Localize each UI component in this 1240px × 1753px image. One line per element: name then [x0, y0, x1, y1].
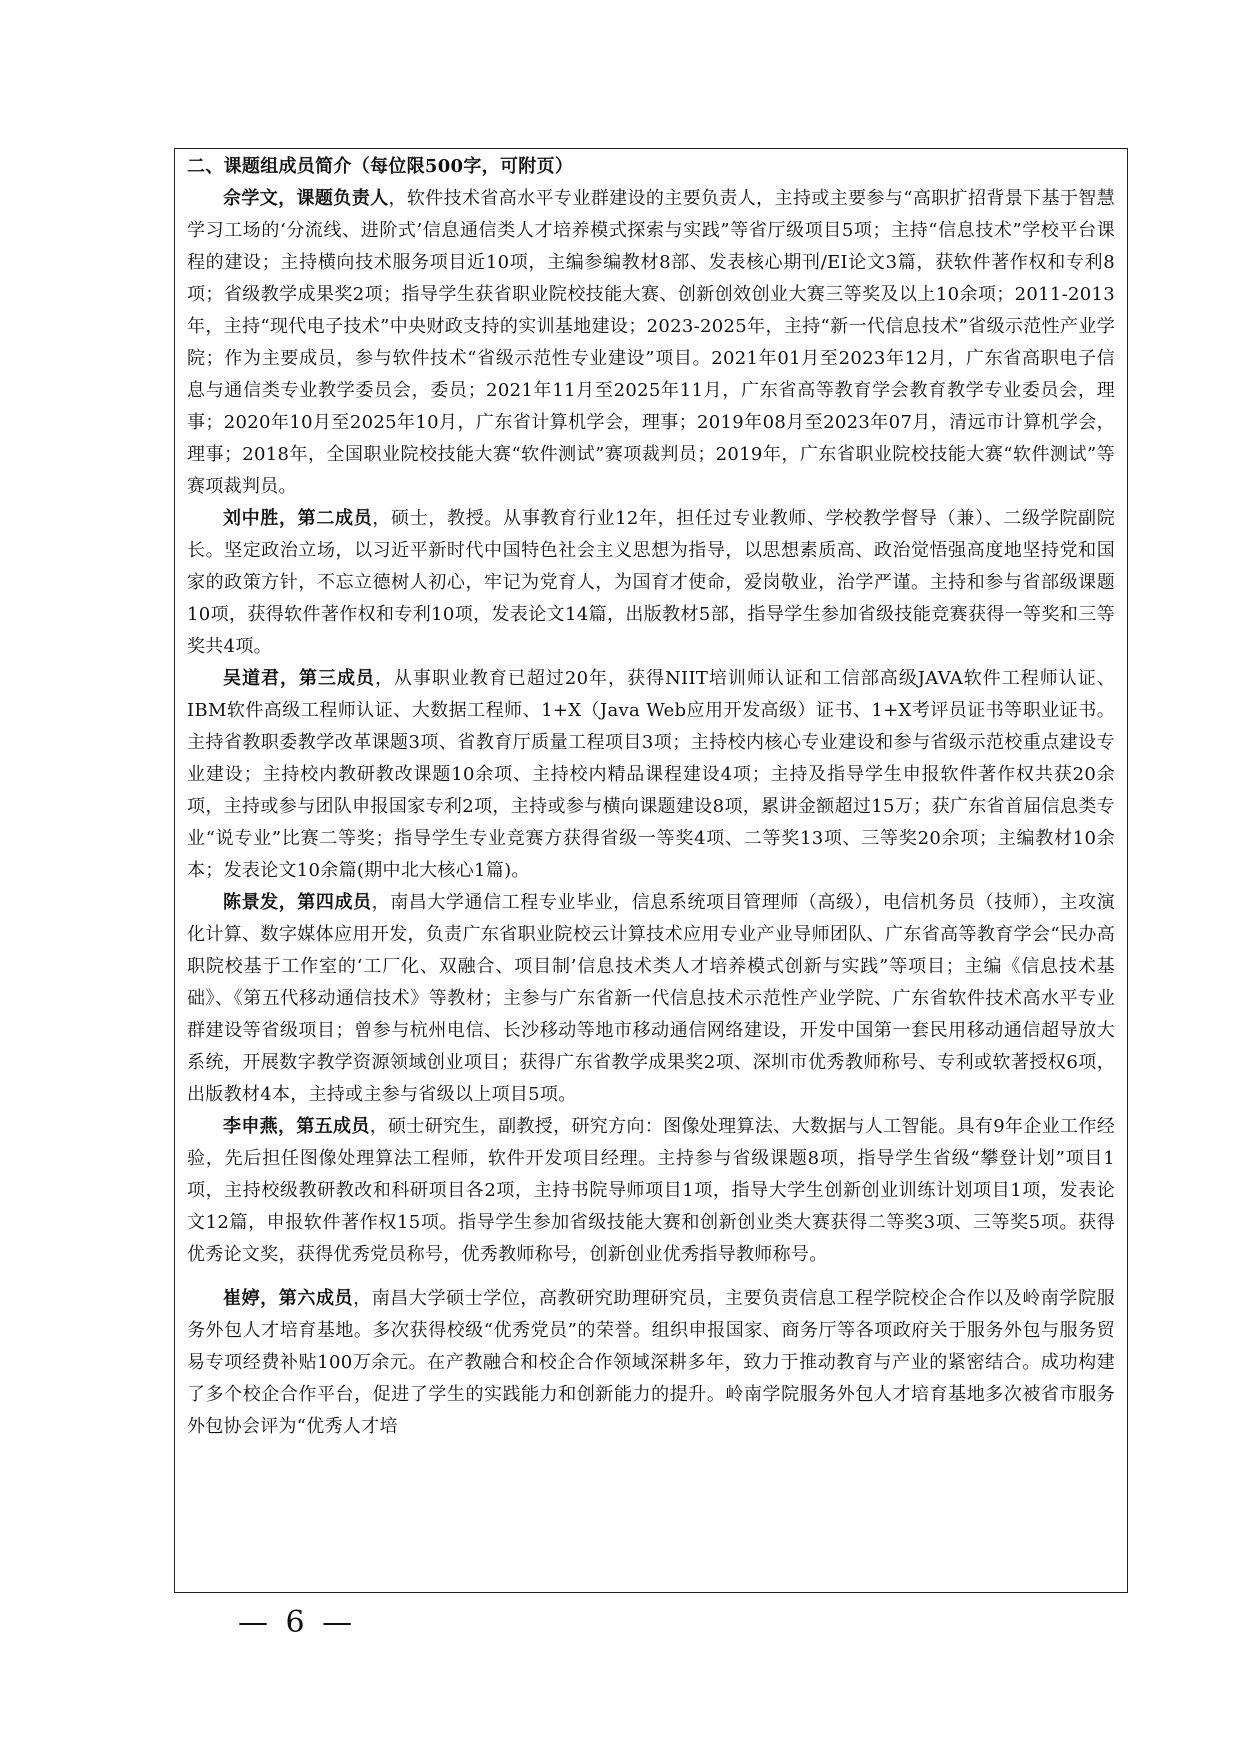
member-profile-6 [187, 1283, 1115, 1443]
member-profile-5 [187, 1111, 1115, 1271]
member-name-3: 吴道君，第三成员 [223, 668, 375, 689]
member-profile-1 [187, 183, 1115, 503]
member-profile-3 [187, 663, 1115, 887]
member-text-1: ，软件技术省高水平专业群建设的主要负责人，主持或主要参与“高职扩招背景下基于智慧学习工场的‘分流线、进阶式’信息通信类人才培养模式探索与实践”等省厅级项目5项；主持“信息技术”学校平台课程的建设；主持横向技术服务项目近10项，主编参编教材8部、发表核心期刊/EI论文3篇，获软件著作权和专利8项；省级教学成果奖2项；指导学生获省职业院校技能大赛、创新创效创业大赛三等奖及以上10余项；2011-2013年，主持“现代电子技术”中央财政支持的实训基地建设；2023-2025年，主持“新一代信息技术”省级示范性产业学院；作为主要成员，参与软件技术“省级示范性专业建设”项目。2021年01月至2023年12月，广东省高职电子信息与通信类专业教学委员会，委员；2021年11月至2025年11月，广东省高等教育学会教育教学专业委员会，理事；2020年10月至2025年10月，广东省计算机学会，理事；2019年08月至2023年07月，清远市计算机学会，理事；2018年，全国职业院校技能大赛“软件测试”赛项裁判员；2019年，广东省职业院校技能大赛“软件测试”等赛项裁判员。 [187, 188, 1115, 497]
member-name-5: 李申燕，第五成员 [223, 1116, 370, 1137]
member-text-2: ，硕士，教授。从事教育行业12年，担任过专业教师、学校教学督导（兼）、二级学院副院长。坚定政治立场，以习近平新时代中国特色社会主义思想为指导，以思想素质高、政治觉悟强高度地坚持党和国家的政策方针，不忘立德树人初心，牢记为党育人，为国育才使命，爱岗敬业，治学严谨。主持和参与省部级课题10项，获得软件著作权和专利10项，发表论文14篇，出版教材5部，指导学生参加省级技能竞赛获得一等奖和三等奖共4项。 [187, 508, 1115, 657]
member-text-5: ，硕士研究生，副教授，研究方向：图像处理算法、大数据与人工智能。具有9年企业工作经验，先后担任图像处理算法工程师，软件开发项目经理。主持参与省级课题8项，指导学生省级“攀登计划”项目1项，主持校级教研教改和科研项目各2项，主持书院导师项目1项，指导大学生创新创业训练计划项目1项，发表论文12篇，申报软件著作权15项。指导学生参加省级技能大赛和创新创业类大赛获得二等奖3项、三等奖5项。获得优秀论文奖，获得优秀党员称号，优秀教师称号，创新创业优秀指导教师称号。 [187, 1116, 1116, 1265]
section-title: 二、课题组成员简介（每位限500字，可附页） [187, 156, 574, 177]
member-name-6: 崔婷，第六成员 [223, 1288, 354, 1309]
member-text-4: ，南昌大学通信工程专业毕业，信息系统项目管理师（高级），电信机务员（技师），主攻演化计算、数字媒体应用开发，负责广东省职业院校云计算技术应用专业产业导师团队、广东省高等教育学会“民办高职院校基于工作室的‘工厂化、双融合、项目制’信息技术类人才培养模式创新与实践”等项目；主编《信息技术基础》、《第五代移动通信技术》等教材；主参与广东省新一代信息技术示范性产业学院、广东省软件技术高水平专业群建设等省级项目；曾参与杭州电信、长沙移动等地市移动通信网络建设，开发中国第一套民用移动通信超导放大系统，开展数字教学资源领域创业项目；获得广东省教学成果奖2项、深圳市优秀教师称号、专利或软著授权6项，出版教材4本，主持或主参与省级以上项目5项。 [187, 892, 1116, 1105]
table-content [175, 149, 1127, 1443]
member-profile-table [174, 148, 1128, 1593]
member-name-1: 佘学文，课题负责人 [223, 188, 389, 209]
member-text-6: ，南昌大学硕士学位，高教研究助理研究员，主要负责信息工程学院校企合作以及岭南学院服务外包人才培育基地。多次获得校级“优秀党员”的荣誉。组织申报国家、商务厅等各项政府关于服务外包与服务贸易专项经费补贴100万余元。在产教融合和校企合作领域深耕多年，致力于推动教育与产业的紧密结合。成功构建了多个校企合作平台，促进了学生的实践能力和创新能力的提升。岭南学院服务外包人才培育基地多次被省市服务外包协会评为“优秀人才培 [187, 1288, 1115, 1437]
member-name-2: 刘中胜，第二成员 [223, 508, 373, 529]
member-name-4: 陈景发，第四成员 [223, 892, 372, 913]
member-text-3: ，从事职业教育已超过20年，获得NIIT培训师认证和工信部高级JAVA软件工程师认证、IBM软件高级工程师认证、大数据工程师、1+X（Java Web应用开发高级）证书、1+X考评员证书等职业证书。主持省教职委教学改革课题3项、省教育厅质量工程项目3项；主持校内核心专业建设和参与省级示范校重点建设专业建设；主持校内教研教改课题10余项、主持校内精品课程建设4项；主持及指导学生申报软件著作权共获20余项，主持或参与团队申报国家专利2项，主持或参与横向课题建设8项，累讲金额超过15万；获广东省首届信息类专业“说专业”比赛二等奖；指导学生专业竞赛方获得省级一等奖4项、二等奖13项、三等奖20余项；主编教材10余本；发表论文10余篇(期中北大核心1篇)。 [187, 668, 1115, 881]
member-profile-4 [187, 887, 1115, 1111]
page-number: — 6 — [238, 1605, 357, 1640]
member-profile-2 [187, 503, 1115, 663]
